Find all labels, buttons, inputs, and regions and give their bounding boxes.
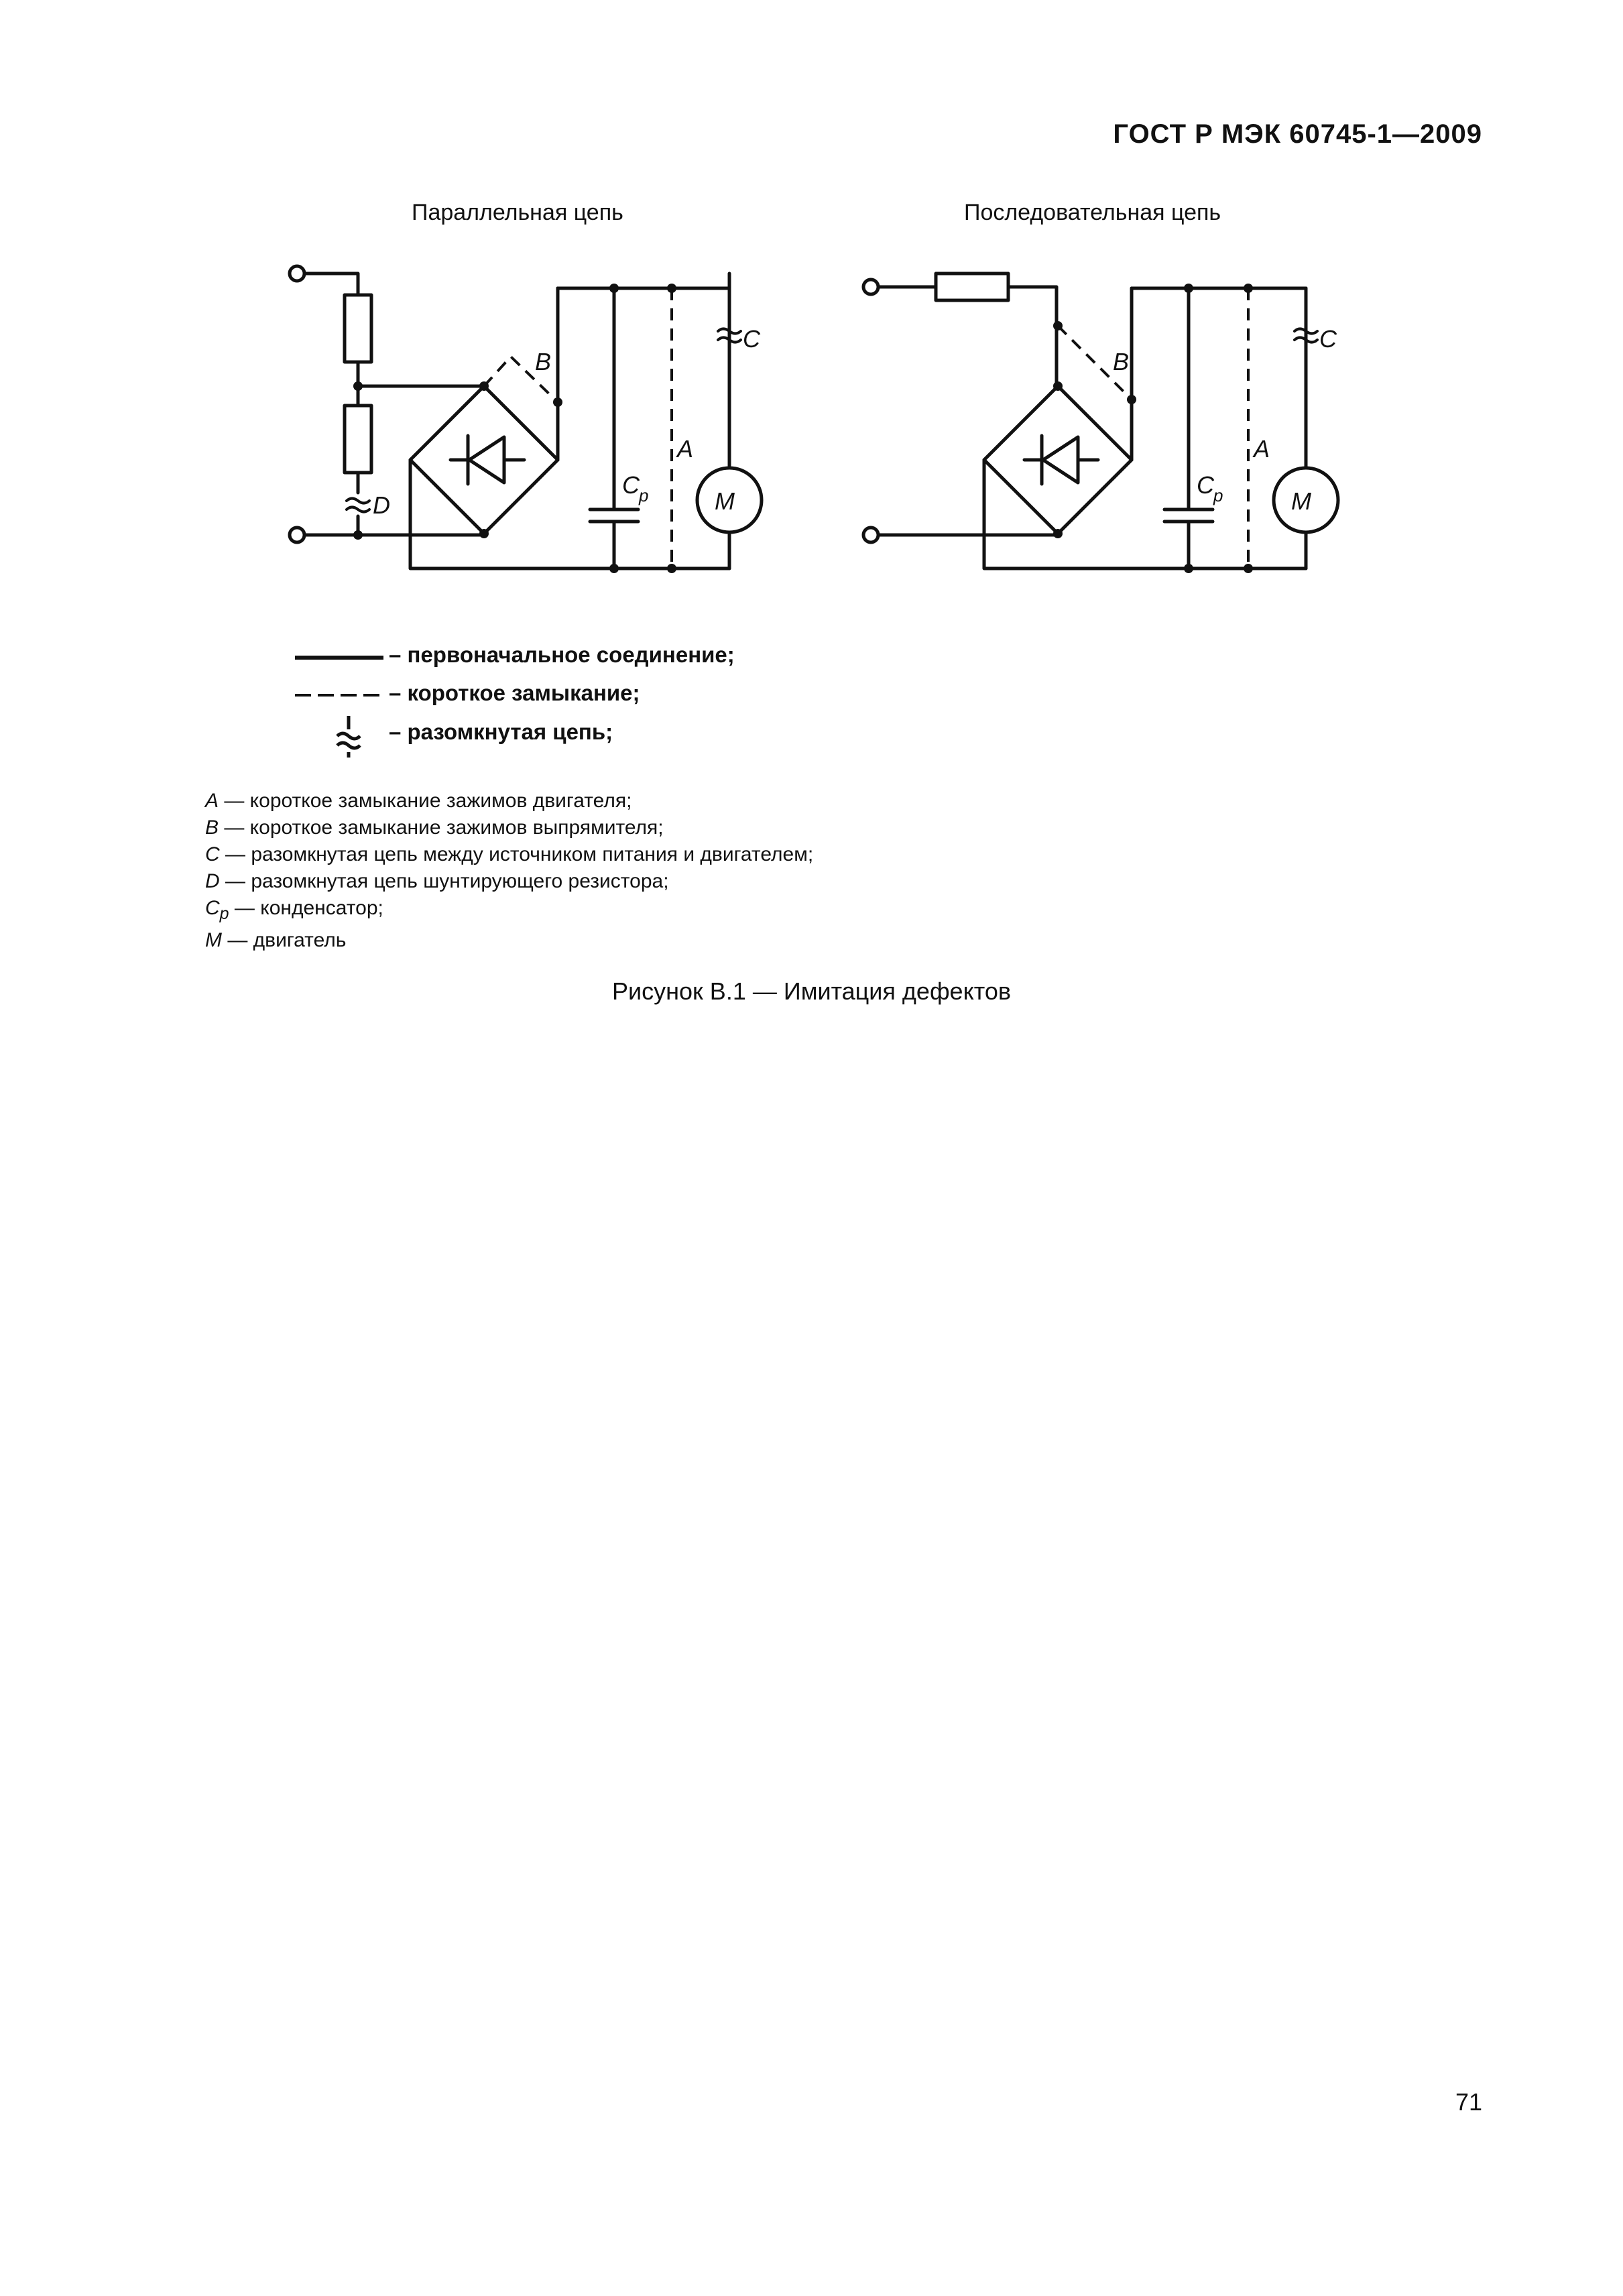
key-text: — разомкнутая цепь шунтирующего резистора;: [219, 870, 669, 892]
key-symbol: C: [205, 843, 220, 865]
label-c-series: C: [1319, 325, 1337, 353]
key-symbol: A: [205, 790, 219, 812]
circuit-diagram: [0, 0, 1623, 771]
figure-key-list: [205, 788, 813, 954]
label-b-parallel: B: [535, 348, 552, 375]
parallel-circuit: [290, 266, 762, 568]
key-symbol: M: [205, 929, 222, 951]
label-cp-sub-series: p: [1213, 485, 1223, 505]
key-row: [205, 895, 813, 927]
label-cp-sub-parallel: p: [639, 485, 649, 505]
label-a-parallel: A: [677, 435, 694, 463]
figure-caption: Рисунок В.1 — Имитация дефектов: [612, 977, 1011, 1005]
key-text: — разомкнутая цепь между источником питания и двигателем;: [219, 843, 814, 865]
key-symbol-sub: p: [219, 904, 229, 923]
label-cp-series: C: [1197, 471, 1214, 499]
key-text: — двигатель: [222, 929, 347, 951]
resistor-series: [936, 274, 1008, 300]
legend-open-circuit-icon: [337, 716, 360, 758]
label-d-parallel: D: [373, 491, 390, 519]
input-terminal-bottom: [290, 528, 304, 542]
key-row: [205, 841, 813, 868]
input-terminal-top: [863, 280, 878, 294]
key-symbol: C: [205, 897, 220, 919]
key-text: — конденсатор;: [229, 897, 383, 919]
resistor-lower: [345, 406, 371, 473]
legend-symbols: [295, 658, 383, 758]
label-b-series: B: [1113, 348, 1130, 375]
legend-item-open: – разомкнутая цепь;: [389, 719, 613, 744]
resistor-upper: [345, 295, 371, 362]
label-c-parallel: C: [743, 325, 760, 353]
key-symbol: D: [205, 870, 220, 892]
key-text: — короткое замыкание зажимов двигателя;: [219, 790, 632, 812]
parallel-circuit-title: Параллельная цепь: [412, 200, 623, 225]
legend-item-original: – первоначальное соединение;: [389, 642, 735, 667]
key-row: [205, 788, 813, 814]
label-a-series: A: [1254, 435, 1270, 463]
label-m-parallel: M: [715, 487, 735, 515]
key-row: [205, 814, 813, 841]
capacitor-cp: [590, 509, 638, 522]
legend-item-short: – короткое замыкание;: [389, 680, 640, 705]
label-m-series: M: [1291, 487, 1311, 515]
capacitor-cp: [1164, 509, 1213, 522]
series-circuit: [863, 274, 1338, 568]
key-row: [205, 927, 813, 954]
label-cp-parallel: C: [622, 471, 640, 499]
open-circuit-d-icon: [347, 499, 369, 512]
series-circuit-title: Последовательная цепь: [964, 200, 1221, 225]
document-code-header: ГОСТ Р МЭК 60745-1—2009: [1113, 119, 1482, 149]
input-terminal-bottom: [863, 528, 878, 542]
input-terminal-top: [290, 266, 304, 281]
key-symbol: B: [205, 817, 219, 839]
page-number: 71: [1455, 2088, 1482, 2116]
key-row: [205, 868, 813, 895]
key-text: — короткое замыкание зажимов выпрямителя;: [219, 817, 664, 839]
